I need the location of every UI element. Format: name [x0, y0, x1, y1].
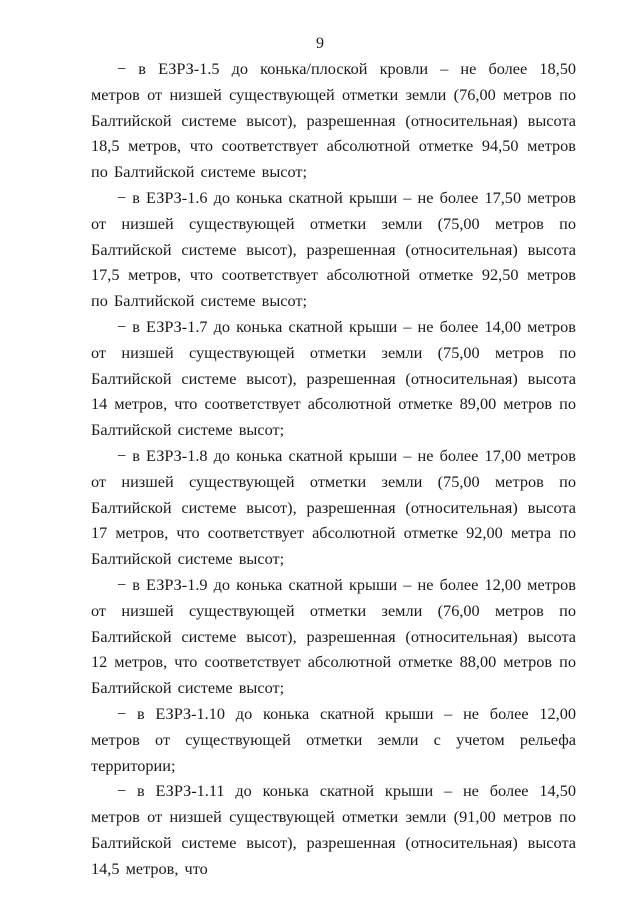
paragraph-ezrz-1-7: − в ЕЗРЗ-1.7 до конька скатной крыши – не более 14,00 метров от низшей существующей отметки земли (75,00 метров по Балтийской системе высот), разрешенная (относительная) высота 14 метров, что соответствует абсолютной отметке 89,00 метров по Балтийской системе высот;	[91, 316, 576, 440]
paragraph-ezrz-1-5: − в ЕЗРЗ-1.5 до конька/плоской кровли – не более 18,50 метров от низшей существующей отметки земли (76,00 метров по Балтийской системе высот), разрешенная (относительная) высота 18,5 метров, что соответствует абсолютной отметке 94,50 метров по Балтийской системе высот;	[91, 59, 576, 182]
document-body	[91, 56, 576, 882]
paragraph-ezrz-1-8: − в ЕЗРЗ-1.8 до конька скатной крыши – не более 17,00 метров от низшей существующей отметки земли (75,00 метров по Балтийской системе высот), разрешенная (относительная) высота 17 метров, что соответствует абсолютной отметке 92,00 метра по Балтийской системе высот;	[91, 445, 576, 569]
paragraph-ezrz-1-10: − в ЕЗРЗ-1.10 до конька скатной крыши – не более 12,00 метров от существующей отметки земли с учетом рельефа территории;	[91, 703, 576, 775]
paragraph-ezrz-1-9: − в ЕЗРЗ-1.9 до конька скатной крыши – не более 12,00 метров от низшей существующей отметки земли (76,00 метров по Балтийской системе высот), разрешенная (относительная) высота 12 метров, что соответствует абсолютной отметке 88,00 метров по Балтийской системе высот;	[91, 574, 576, 698]
paragraph-ezrz-1-6: − в ЕЗРЗ-1.6 до конька скатной крыши – не более 17,50 метров от низшей существующей отметки земли (75,00 метров по Балтийской системе высот), разрешенная (относительная) высота 17,5 метров, что соответствует абсолютной отметке 92,50 метров по Балтийской системе высот;	[91, 187, 576, 311]
page-number: 9	[316, 35, 324, 52]
paragraph-ezrz-1-11: − в ЕЗРЗ-1.11 до конька скатной крыши – не более 14,50 метров от низшей существующей отметки земли (91,00 метров по Балтийской системе высот), разрешенная (относительная) высота 14,5 метров, что	[91, 781, 576, 878]
